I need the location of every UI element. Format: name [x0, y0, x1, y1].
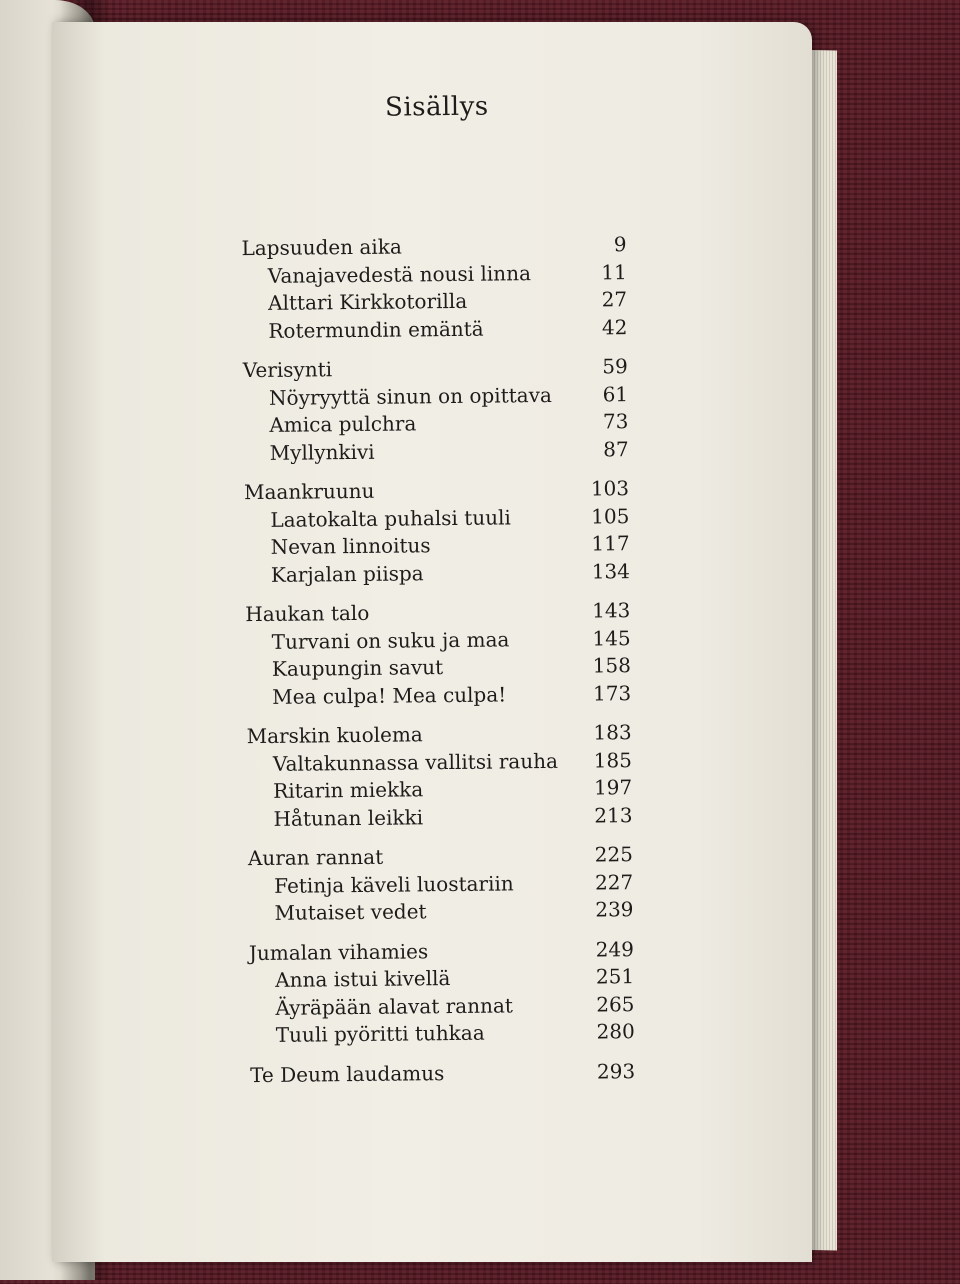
toc-entry-title: Kaupungin savut — [271, 655, 444, 681]
toc-entry-page-number: 145 — [592, 625, 631, 651]
toc-part-entry — [250, 1059, 635, 1091]
toc-entry-page-number: 185 — [593, 747, 633, 773]
toc-chapter-entry — [248, 897, 633, 929]
toc-entry-page-number: 225 — [594, 842, 634, 867]
toc-entry-page-number: 117 — [591, 531, 630, 556]
toc-entry-title: Myllynkivi — [269, 439, 375, 465]
toc-entry-page-number: 293 — [596, 1058, 636, 1084]
toc-entry-title: Lapsuuden aika — [241, 234, 402, 261]
toc-entry-title: Laatokalta puhalsi tuuli — [270, 504, 511, 532]
toc-entry-page-number: 280 — [596, 1019, 635, 1044]
toc-chapter-entry — [246, 681, 631, 713]
toc-entry-title: Haukan talo — [245, 600, 370, 627]
toc-entry-page-number: 239 — [595, 897, 634, 922]
toc-chapter-entry — [250, 1019, 635, 1051]
toc-entry-title: Valtakunnassa vallitsi rauha — [272, 748, 559, 776]
toc-entry-page-number: 197 — [593, 775, 633, 800]
toc-entry-title: Jumalan vihamies — [248, 938, 429, 965]
toc-entry-page-number: 158 — [592, 653, 632, 678]
toc-chapter-entry — [245, 559, 630, 591]
toc-entry-page-number: 143 — [592, 598, 631, 623]
toc-entry-title: Mea culpa! Mea culpa! — [272, 681, 507, 709]
toc-chapter-entry — [247, 803, 632, 835]
toc-entry-page-number: 27 — [601, 287, 628, 312]
toc-entry-title: Ritarin miekka — [273, 777, 424, 803]
toc-entry-title: Turvani on suku ja maa — [271, 626, 510, 654]
page-title: Sisällys — [384, 91, 489, 123]
toc-entry-page-number: 103 — [590, 476, 630, 501]
toc-entry-page-number: 173 — [592, 680, 632, 706]
toc-entry-title: Nevan linnoitus — [270, 533, 431, 559]
toc-entry-page-number: 87 — [603, 436, 629, 461]
toc-entry-title: Verisynti — [242, 357, 333, 383]
toc-entry-page-number: 213 — [594, 802, 633, 828]
toc-entry-title: Mutaiset vedet — [274, 899, 427, 925]
toc-entry-page-number: 9 — [613, 232, 627, 257]
toc-entry-title: Alttari Kirkkotorilla — [267, 288, 468, 315]
toc-entry-page-number: 251 — [595, 964, 635, 989]
toc-chapter-entry — [242, 315, 627, 347]
toc-entry-title: Vanajavedestä nousi linna — [267, 260, 532, 288]
toc-entry-page-number: 227 — [594, 869, 634, 895]
toc-entry-page-number: 134 — [591, 558, 631, 584]
toc-entry-title: Rotermundin emäntä — [268, 316, 484, 343]
toc-chapter-entry — [244, 437, 629, 469]
toc-entry-page-number: 249 — [595, 936, 635, 962]
toc-entry-title: Maankruunu — [243, 478, 375, 505]
toc-entry-title: Amica pulchra — [269, 411, 417, 437]
toc-entry-page-number: 59 — [602, 354, 628, 379]
toc-entry-title: Anna istui kivellä — [275, 966, 451, 992]
toc-entry-title: Äyräpään alavat rannat — [275, 992, 513, 1020]
toc-entry-title: Marskin kuolema — [246, 722, 423, 749]
toc-entry-page-number: 11 — [601, 259, 627, 284]
toc-entry-title: Karjalan piispa — [270, 560, 424, 587]
toc-entry-page-number: 105 — [591, 503, 630, 529]
toc-entry-title: Fetinja käveli luostariin — [274, 870, 514, 898]
toc-entry-title: Tuuli pyöritti tuhkaa — [275, 1020, 485, 1047]
toc-entry-page-number: 42 — [601, 314, 628, 339]
toc-entry-title: Håtunan leikki — [273, 804, 424, 831]
toc-entry-page-number: 183 — [593, 720, 632, 745]
toc-entry-page-number: 73 — [602, 409, 629, 434]
table-of-contents — [239, 0, 652, 1284]
toc-entry-page-number: 61 — [602, 381, 629, 406]
toc-entry-title: Auran rannat — [247, 844, 384, 871]
toc-entry-title: Nöyryyttä sinun on opittava — [268, 382, 552, 410]
toc-entry-page-number: 265 — [596, 991, 635, 1017]
toc-entry-title: Te Deum laudamus — [250, 1060, 445, 1087]
